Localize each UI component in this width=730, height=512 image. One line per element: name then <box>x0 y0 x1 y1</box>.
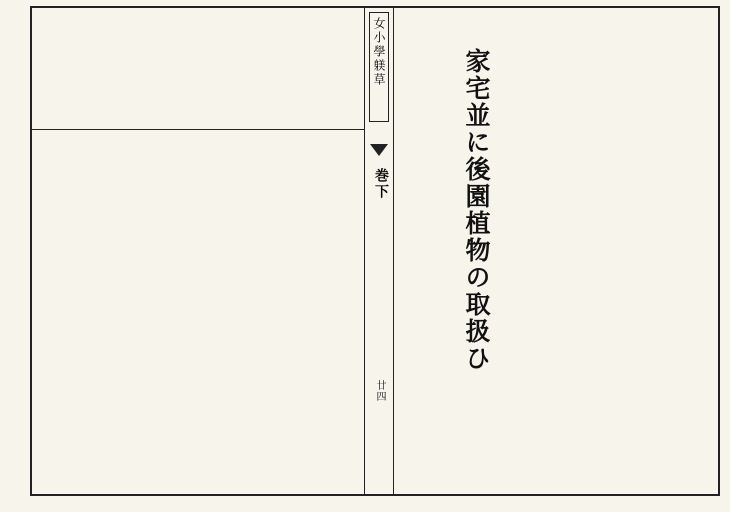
right-page <box>394 8 718 494</box>
double-page-frame <box>30 6 720 496</box>
volume-label: 巻下 <box>373 168 389 200</box>
fishtail-mark <box>370 144 388 156</box>
folio-number: 廿四 <box>374 380 385 402</box>
section-heading-column: 家宅並に後園植物の取扱ひ <box>462 48 491 372</box>
book-title: 女小學躾草 <box>372 17 386 87</box>
center-gutter <box>364 8 394 494</box>
book-title-cartouche <box>369 12 389 122</box>
left-page <box>32 8 364 494</box>
left-header-band <box>32 8 364 130</box>
